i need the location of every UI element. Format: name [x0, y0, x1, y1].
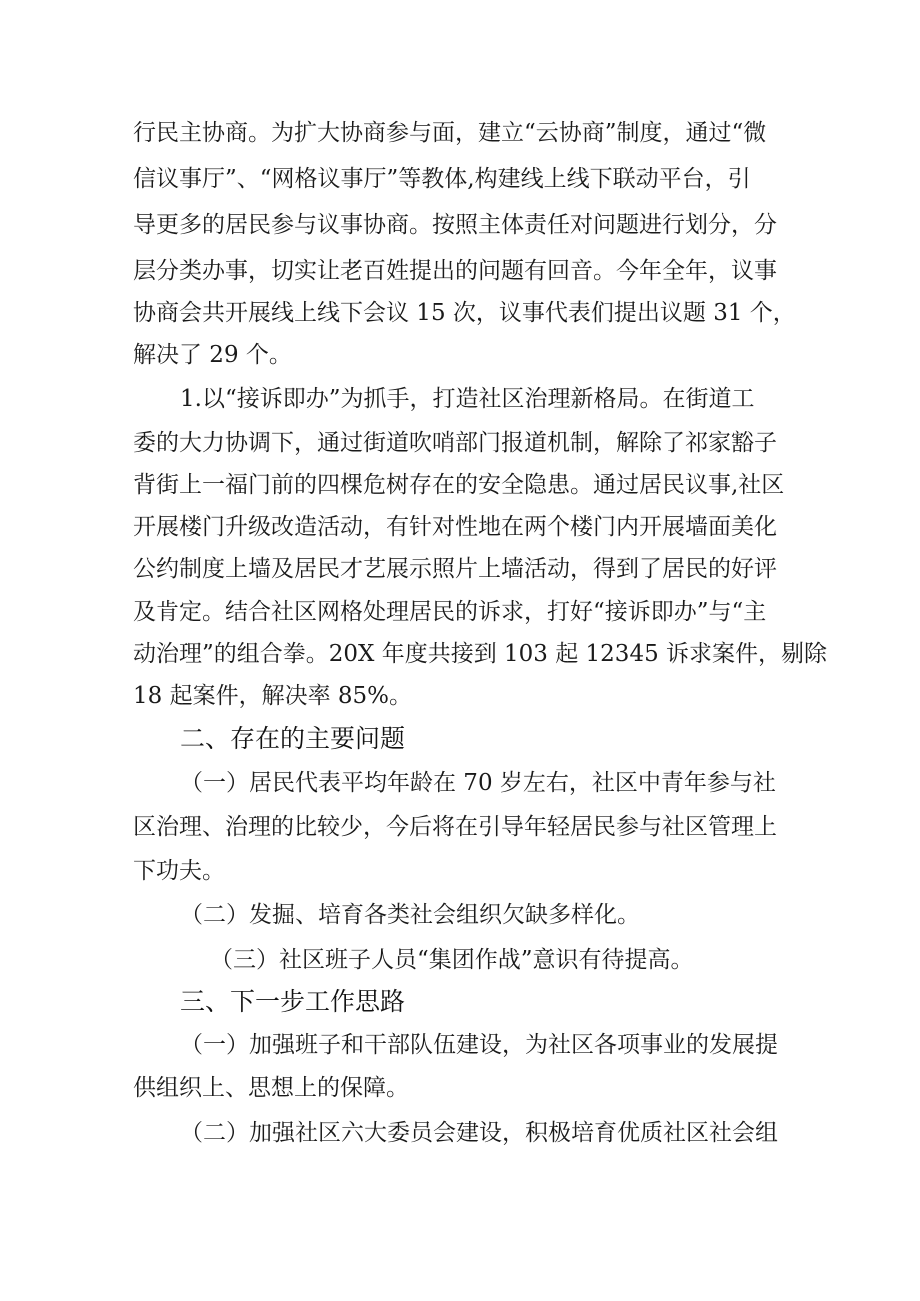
section-2-item-1-line-2: 区治理、治理的比较少，今后将在引导年轻居民参与社区管理上	[133, 814, 777, 840]
paragraph-2-line-8: 18 起案件，解决率 85%。	[133, 683, 413, 709]
section-3-item-2-line-1: （二）加强社区六大委员会建设，积极培育优质社区社会组	[180, 1120, 778, 1146]
section-3-item-1-line-1: （一）加强班子和干部队伍建设，为社区各项事业的发展提	[180, 1032, 778, 1058]
section-3-item-1-line-2: 供组织上、思想上的保障。	[133, 1075, 409, 1101]
paragraph-2-line-7: 动治理”的组合拳。20X 年度共接到 103 起 12345 诉求案件，剔除	[133, 641, 828, 667]
paragraph-1-line-2: 信议事厅”、“网格议事厅”等教体,构建线上线下联动平台，引	[133, 166, 751, 192]
section-2-item-1-line-3: 下功夫。	[133, 858, 225, 884]
paragraph-2-line-5: 公约制度上墙及居民才艺展示照片上墙活动，得到了居民的好评	[133, 556, 777, 582]
paragraph-2-line-2: 委的大力协调下，通过街道吹哨部门报道机制，解除了祁家豁子	[133, 430, 777, 456]
section-2-item-3: （三）社区班子人员“集团作战”意识有待提高。	[210, 947, 694, 973]
paragraph-1-line-3: 导更多的居民参与议事协商。按照主体责任对问题进行划分，分	[133, 212, 777, 238]
paragraph-1-line-6: 解决了 29 个。	[133, 342, 292, 368]
section-2-heading: 二、存在的主要问题	[180, 724, 406, 753]
paragraph-1-line-4: 层分类办事，切实让老百姓提出的问题有回音。今年全年，议事	[133, 258, 777, 284]
section-3-heading: 三、下一步工作思路	[180, 987, 406, 1016]
paragraph-2-line-3: 背街上一福门前的四棵危树存在的安全隐患。通过居民议事,社区	[133, 472, 785, 498]
paragraph-2-line-4: 开展楼门升级改造活动，有针对性地在两个楼门内开展墙面美化	[133, 514, 777, 540]
section-2-item-1-line-1: （一）居民代表平均年龄在 70 岁左右，社区中青年参与社	[180, 770, 776, 796]
paragraph-1-line-1: 行民主协商。为扩大协商参与面，建立“云协商”制度，通过“微	[133, 120, 767, 146]
section-2-item-2: （二）发掘、培育各类社会组织欠缺多样化。	[180, 902, 640, 928]
paragraph-1-line-5: 协商会共开展线上线下会议 15 次，议事代表们提出议题 31 个，	[133, 300, 796, 326]
paragraph-2-line-6: 及肯定。结合社区网格处理居民的诉求，打好“接诉即办”与“主	[133, 599, 767, 625]
paragraph-2-line-1: 1.以“接诉即办”为抓手，打造社区治理新格局。在街道工	[180, 386, 755, 412]
